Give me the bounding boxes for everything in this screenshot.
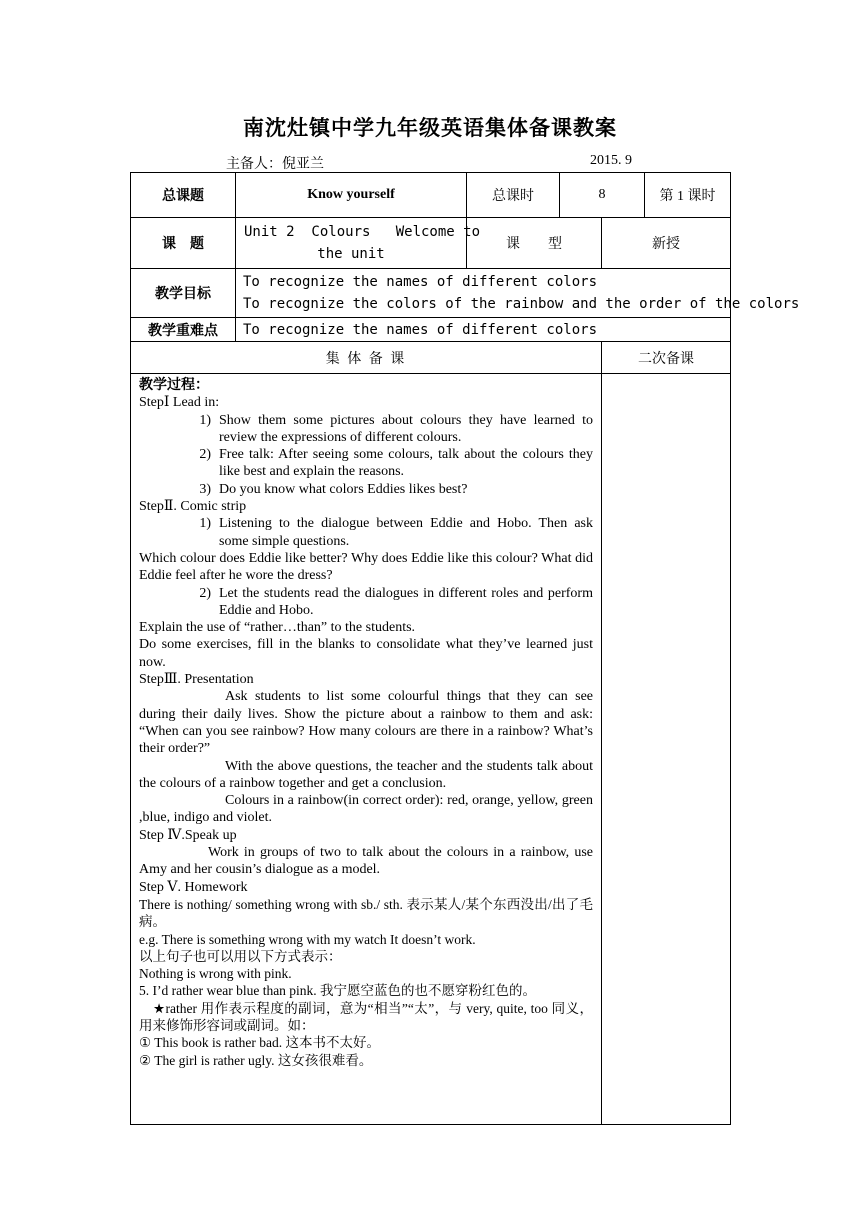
lesson-type-value: 新授	[602, 218, 731, 269]
step-3-para-1: Ask students to list some colourful things that they can see during their daily lives. Show the picture about a rainbow to them and ask: “When can you see rainbow? How many colours are there in a rainbow? What’s their order?”	[139, 689, 593, 757]
note-1: There is nothing/ something wrong with sb./ sth. 表示某人/某个东西没出/出了毛病。	[139, 896, 593, 930]
label-lesson-title: 课 题	[131, 218, 236, 269]
note-3: 以上句子也可以用以下方式表示：	[139, 948, 342, 964]
total-hours-value: 8	[560, 173, 645, 218]
row-section-header	[131, 342, 731, 374]
step-2-exercise: Do some exercises, fill in the blanks to consolidate what they’ve learned just now.	[139, 637, 593, 670]
step-4-para: Work in groups of two to talk about the colours in a rainbow, use Amy and her cousin’s dialogue as a model.	[139, 845, 593, 878]
step-5-title: Step Ⅴ. Homework	[139, 879, 248, 895]
step-4-title: Step Ⅳ.Speak up	[139, 827, 237, 843]
step-1-item-2: 2) Free talk: After seeing some colours, talk about the colours they like best and explain the reasons.	[199, 447, 593, 480]
collective-prep-header: 集 体 备 课	[131, 342, 602, 374]
preparer: 主备人：倪亚兰	[226, 157, 324, 172]
teaching-process-cell	[131, 374, 602, 1125]
step-2-title: StepⅡ. Comic strip	[139, 499, 247, 515]
key-points-value: To recognize the names of different colors	[236, 318, 731, 342]
date: 2015. 9	[590, 153, 632, 168]
note-8: ② The girl is rather ugly. 这女孩很难看。	[139, 1052, 373, 1068]
label-course-topic: 总课题	[131, 173, 236, 218]
note-7: ① This book is rather bad. 这本书不太好。	[139, 1035, 380, 1051]
step-2-item-1: 1) Listening to the dialogue between Eddie and Hobo. Then ask some simple questions.	[199, 516, 593, 549]
row-teaching-goals	[131, 269, 731, 318]
note-4: Nothing is wrong with pink.	[139, 966, 292, 982]
label-lesson-type: 课 型	[467, 218, 602, 269]
step-3-para-2: With the above questions, the teacher and the students talk about the colours of a rainbow together and get a conclusion.	[139, 758, 593, 791]
lesson-number: 第 1 课时	[645, 173, 731, 218]
row-course-topic	[131, 173, 731, 218]
lesson-title-line1: Unit 2 Colours Welcome to	[244, 224, 481, 240]
process-heading: 教学过程：	[139, 378, 209, 393]
note-2: e.g. There is something wrong with my watch It doesn’t work.	[139, 931, 476, 947]
label-teaching-goals: 教学目标	[131, 269, 236, 318]
document-title: 南沈灶镇中学九年级英语集体备课教案	[243, 116, 617, 140]
step-2-explain: Explain the use of “rather…than” to the students.	[139, 620, 416, 636]
row-key-points	[131, 318, 731, 342]
step-1-title: StepⅠ Lead in:	[139, 395, 220, 411]
step-1-item-3: 3) Do you know what colors Eddies likes best?	[199, 481, 468, 497]
step-3-title: StepⅢ. Presentation	[139, 672, 254, 688]
course-topic-value: Know yourself	[236, 173, 467, 218]
note-6: ★rather 用作表示程度的副词，意为“相当”“太”，与 very, quite, too 同义，用来修饰形容词或副词。如：	[139, 1000, 593, 1033]
second-prep-notes-cell	[602, 374, 731, 1125]
label-key-points: 教学重难点	[131, 318, 236, 342]
step-2-questions: Which colour does Eddie like better? Why does Eddie like this colour? What did Eddie feel after he wore the dress?	[139, 550, 593, 584]
row-lesson-title	[131, 218, 731, 269]
teaching-goals-value	[236, 269, 800, 318]
label-total-hours: 总课时	[467, 173, 560, 218]
lesson-title-line2: the unit	[317, 246, 385, 262]
step-3-para-3: Colours in a rainbow(in correct order): red, orange, yellow, green ,blue, indigo and violet.	[139, 793, 593, 826]
step-2-item-2: 2) Let the students read the dialogues in different roles and perform Eddie and Hobo.	[199, 585, 593, 618]
lesson-title-value	[236, 218, 481, 269]
second-prep-header: 二次备课	[602, 342, 731, 374]
note-5: 5. I’d rather wear blue than pink. 我宁愿空蓝色的也不愿穿粉红色的。	[139, 983, 537, 999]
lesson-plan-table	[130, 172, 800, 1125]
goal-2: To recognize the colors of the rainbow and the order of the colors	[243, 296, 800, 312]
step-1-item-1: 1) Show them some pictures about colours they have learned to review the expressions of different colours.	[199, 412, 593, 445]
goal-1: To recognize the names of different colors	[243, 274, 598, 290]
row-teaching-process	[131, 374, 731, 1125]
